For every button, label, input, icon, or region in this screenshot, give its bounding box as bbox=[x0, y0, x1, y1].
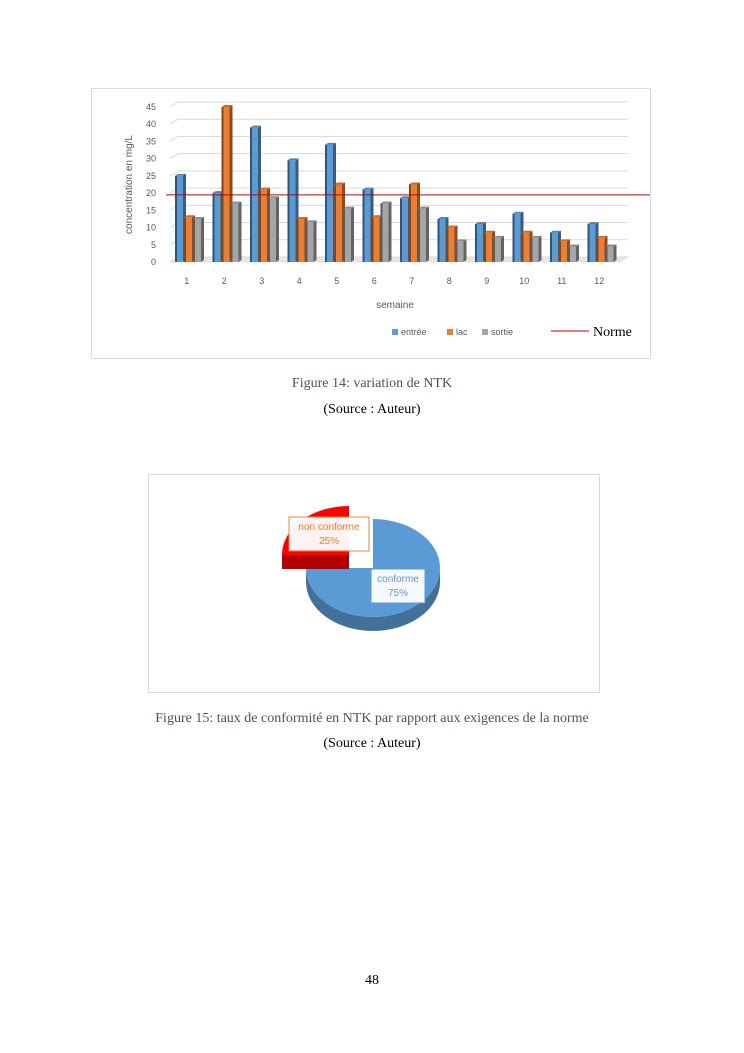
legend-swatch bbox=[447, 329, 453, 335]
page-number: 48 bbox=[365, 973, 379, 988]
bar bbox=[268, 196, 279, 262]
bar-chart-svg bbox=[92, 89, 650, 358]
bar bbox=[381, 201, 392, 262]
y-tick-label: 5 bbox=[150, 239, 156, 250]
x-tick-label: 5 bbox=[334, 276, 340, 286]
figure-15-source: (Source : Auteur) bbox=[323, 736, 421, 751]
bar bbox=[606, 245, 617, 263]
x-tick-label: 7 bbox=[409, 276, 415, 286]
gridline bbox=[170, 171, 628, 176]
x-tick-label: 2 bbox=[221, 276, 227, 286]
data-label-non-conforme bbox=[289, 517, 369, 551]
bar bbox=[231, 201, 242, 262]
x-tick-label: 11 bbox=[557, 276, 567, 286]
bar bbox=[193, 217, 204, 262]
bar bbox=[531, 236, 542, 262]
x-axis-label: semaine bbox=[376, 300, 414, 311]
figure-14-caption: Figure 14: variation de NTK bbox=[291, 376, 453, 391]
x-tick-label: 1 bbox=[184, 276, 190, 286]
gridline bbox=[170, 119, 628, 124]
pie-slice-side-non-conforme bbox=[282, 555, 349, 569]
x-tick-label: 9 bbox=[484, 276, 490, 286]
bar bbox=[456, 239, 467, 262]
x-tick-label: 4 bbox=[296, 276, 302, 286]
gridline bbox=[170, 102, 628, 107]
legend-entry: entrée bbox=[401, 327, 427, 337]
gridline bbox=[170, 136, 628, 141]
x-tick-label: 6 bbox=[371, 276, 377, 286]
y-tick-label: 0 bbox=[150, 257, 156, 267]
y-axis-label: concentration en mg/L bbox=[124, 135, 135, 234]
y-tick-label: 20 bbox=[145, 188, 156, 199]
data-label-conforme bbox=[371, 569, 425, 603]
y-tick-label: 25 bbox=[145, 170, 156, 181]
pie-chart-conformite bbox=[148, 474, 600, 693]
y-tick-label: 10 bbox=[145, 222, 156, 233]
legend-entry: lac bbox=[456, 327, 468, 337]
y-tick-label: 35 bbox=[145, 136, 156, 147]
data-label-name: non conforme bbox=[298, 522, 360, 533]
data-label-name: conforme bbox=[377, 574, 419, 585]
x-tick-label: 10 bbox=[519, 276, 530, 286]
data-label-value: 25% bbox=[318, 536, 340, 547]
y-tick-label: 45 bbox=[145, 102, 156, 112]
gridline bbox=[170, 154, 628, 159]
x-tick-label: 3 bbox=[259, 276, 265, 286]
y-tick-label: 15 bbox=[145, 205, 156, 216]
x-tick-label: 8 bbox=[446, 276, 452, 286]
bar bbox=[568, 245, 579, 263]
gridline bbox=[170, 188, 628, 193]
bar-chart-ntk bbox=[91, 88, 651, 359]
y-tick-label: 30 bbox=[145, 153, 156, 164]
legend-entry: sortie bbox=[491, 327, 514, 337]
legend-swatch bbox=[392, 329, 398, 335]
figure-15-caption: Figure 15: taux de conformité en NTK par rapport aux exigences de la norme bbox=[155, 711, 589, 726]
legend-norme-label: Norme bbox=[593, 325, 632, 340]
data-label-value: 75% bbox=[387, 588, 409, 599]
bar bbox=[418, 207, 429, 262]
bar bbox=[493, 236, 504, 262]
x-tick-label: 12 bbox=[594, 276, 605, 286]
bar bbox=[343, 207, 354, 262]
figure-14-source: (Source : Auteur) bbox=[323, 402, 421, 417]
y-tick-label: 40 bbox=[145, 119, 156, 130]
bar bbox=[306, 220, 317, 262]
pie-chart-svg bbox=[149, 475, 599, 692]
legend-swatch bbox=[482, 329, 488, 335]
